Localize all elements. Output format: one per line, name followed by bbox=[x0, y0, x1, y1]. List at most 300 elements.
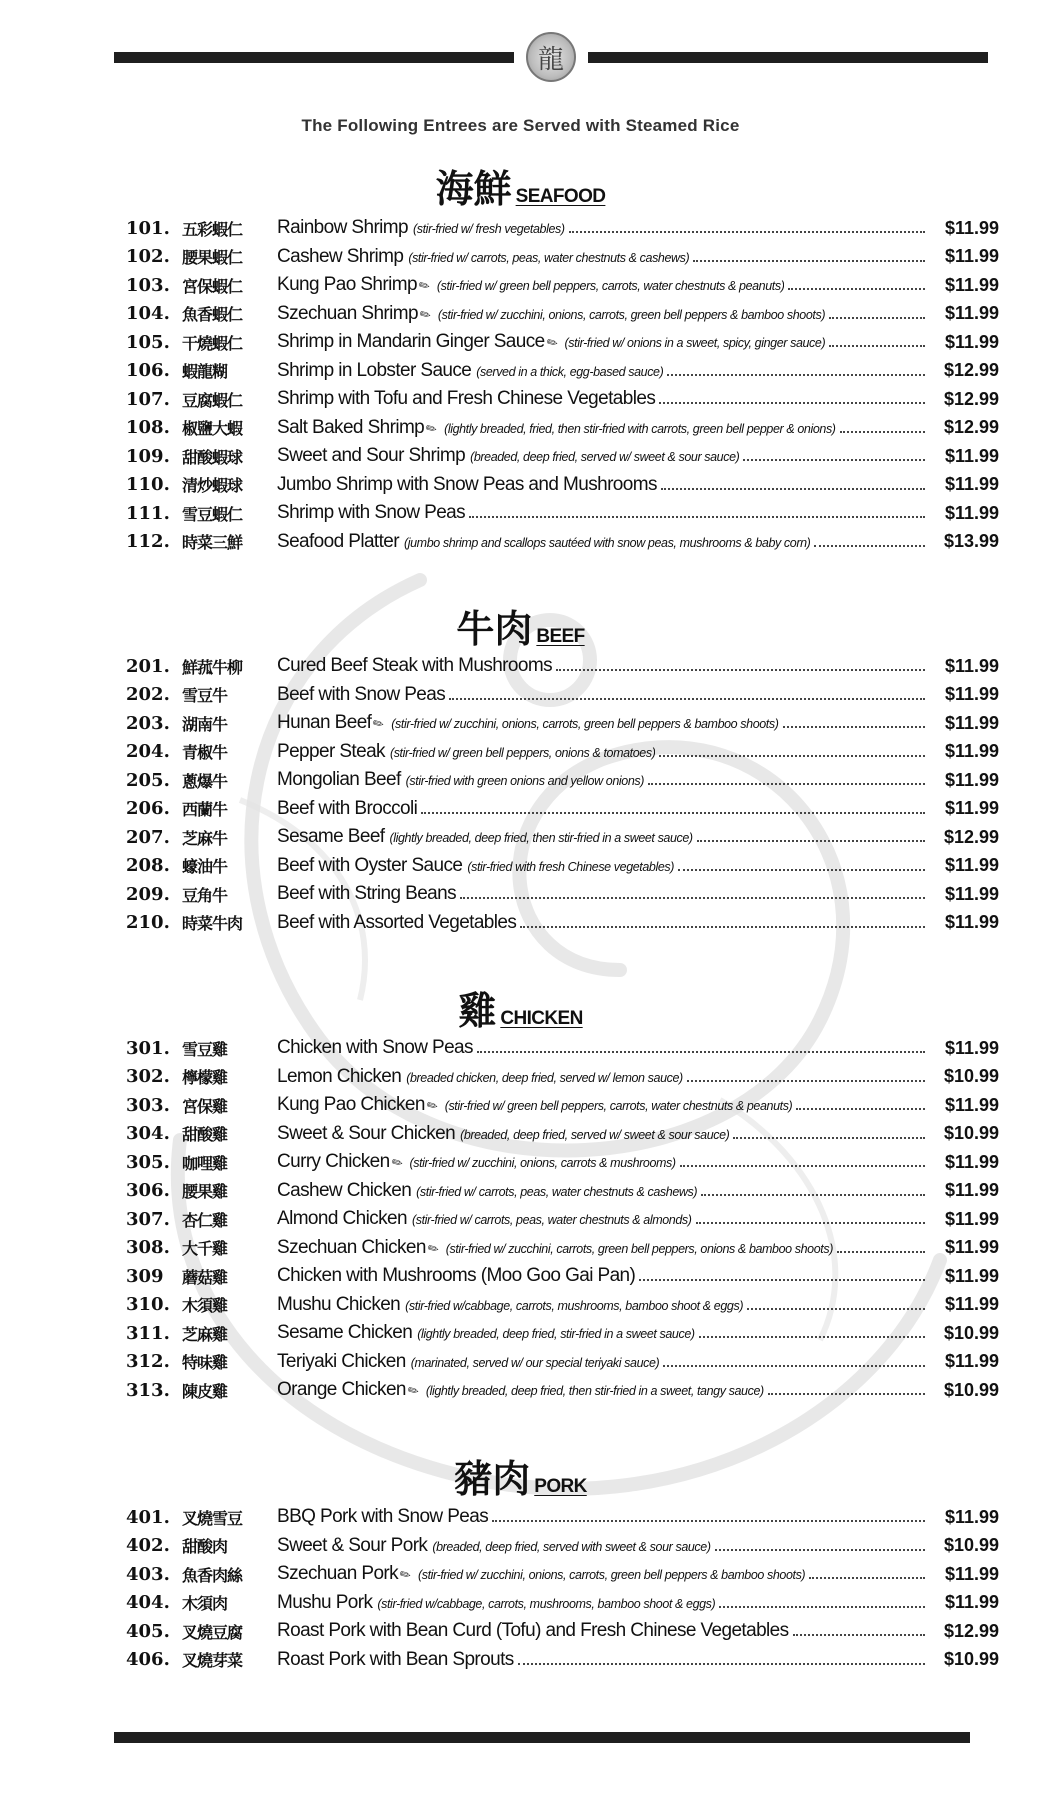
menu-item bbox=[0, 414, 1041, 443]
menu-item bbox=[0, 909, 1041, 938]
menu-item bbox=[0, 1148, 1041, 1177]
menu-item-price: $12.99 bbox=[943, 826, 999, 847]
menu-item-note: (stir-fried w/ carrots, peas, water chestnuts & cashews) bbox=[408, 250, 690, 265]
menu-item bbox=[0, 823, 1041, 852]
dot-leader bbox=[659, 755, 925, 757]
menu-item-description bbox=[277, 1506, 929, 1528]
menu-item-description bbox=[277, 1066, 929, 1088]
menu-item-note: (lightly breaded, fried, then stir-fried with carrots, green bell pepper & onions) bbox=[444, 421, 836, 436]
menu-item-note: (stir-fried with green onions and yellow onions) bbox=[405, 774, 644, 789]
menu-item bbox=[0, 1617, 1041, 1646]
menu-item-description bbox=[277, 445, 929, 467]
menu-item-chinese-name: 蔥爆牛 bbox=[182, 771, 228, 791]
dot-leader bbox=[678, 869, 925, 871]
menu-item-description bbox=[277, 474, 929, 496]
menu-item bbox=[0, 1063, 1041, 1092]
menu-item-name: Sesame Chicken bbox=[277, 1322, 413, 1344]
menu-item-name: Jumbo Shrimp with Snow Peas and Mushrooms bbox=[277, 473, 657, 495]
menu-item-chinese-name: 雪豆雞 bbox=[182, 1039, 228, 1059]
menu-item-description bbox=[277, 826, 929, 848]
section-heading-chicken bbox=[0, 980, 1041, 1035]
menu-item-name: Rainbow Shrimp bbox=[277, 217, 408, 239]
menu-item bbox=[0, 243, 1041, 272]
menu-item-note: (marinated, served w/ our special teriyaki sauce) bbox=[410, 1355, 660, 1370]
menu-item-number: 313. bbox=[126, 1379, 170, 1401]
menu-item bbox=[0, 880, 1041, 909]
menu-item-description bbox=[277, 1379, 929, 1401]
menu-item-description bbox=[277, 360, 929, 382]
menu-item-name: Cured Beef Steak with Mushrooms bbox=[277, 655, 552, 677]
menu-item-chinese-name: 蝦龍糊 bbox=[182, 362, 228, 382]
menu-item-name: Kung Pao Chicken bbox=[277, 1094, 425, 1116]
menu-item-description bbox=[277, 274, 929, 296]
menu-item-description bbox=[277, 741, 929, 763]
section-heading-pork-zh: 豬肉 bbox=[454, 1457, 531, 1501]
menu-item-price: $11.99 bbox=[944, 1237, 999, 1258]
menu-item bbox=[0, 1503, 1041, 1532]
menu-item-note: (lightly breaded, deep fried, stir-fried in a sweet sauce) bbox=[417, 1327, 695, 1342]
menu-item-name: Cashew Chicken bbox=[277, 1179, 412, 1201]
menu-item-number: 308. bbox=[126, 1237, 170, 1259]
dot-leader bbox=[693, 260, 925, 262]
menu-item bbox=[0, 1034, 1041, 1063]
section-heading-seafood-zh: 海鮮 bbox=[435, 167, 512, 211]
menu-item-number: 104. bbox=[126, 303, 170, 325]
menu-item-price: $11.99 bbox=[944, 445, 999, 466]
menu-item-price: $12.99 bbox=[943, 360, 999, 381]
menu-item bbox=[0, 1234, 1041, 1263]
dot-leader bbox=[661, 488, 925, 490]
menu-item-note: (breaded, deep fried, served w/ sweet & sour sauce) bbox=[460, 1127, 730, 1142]
menu-item bbox=[0, 738, 1041, 767]
menu-item-price: $11.99 bbox=[944, 1151, 999, 1172]
dot-leader bbox=[460, 897, 925, 899]
menu-item-description bbox=[277, 1322, 929, 1344]
menu-item-name: Shrimp in Mandarin Ginger Sauce bbox=[277, 331, 545, 353]
menu-item-note: (breaded, deep fried, served w/ sweet & sour sauce) bbox=[470, 450, 740, 465]
menu-item-name: Shrimp with Tofu and Fresh Chinese Vegetables bbox=[277, 388, 656, 410]
chili-pepper-icon: ✎ bbox=[415, 276, 433, 296]
dot-leader bbox=[814, 545, 925, 547]
menu-item-number: 107. bbox=[126, 388, 170, 410]
menu-item-description bbox=[277, 1649, 929, 1671]
menu-item-number: 208. bbox=[126, 855, 170, 877]
menu-item-description bbox=[277, 217, 929, 239]
menu-item-number: 101. bbox=[126, 217, 170, 239]
chicken-list bbox=[0, 1034, 1041, 1405]
menu-item-price: $11.99 bbox=[944, 1180, 999, 1201]
menu-item-name: Shrimp in Lobster Sauce bbox=[277, 359, 472, 381]
menu-item-chinese-name: 木須肉 bbox=[182, 1594, 228, 1614]
menu-item-price: $11.99 bbox=[944, 912, 999, 933]
menu-item-number: 201. bbox=[126, 655, 170, 677]
menu-item-chinese-name: 西蘭牛 bbox=[182, 800, 228, 820]
menu-item-note: (breaded, deep fried, served with sweet & sour sauce) bbox=[432, 1539, 711, 1554]
menu-item-price: $11.99 bbox=[944, 741, 999, 762]
menu-item-number: 404. bbox=[126, 1592, 170, 1614]
section-heading-seafood bbox=[0, 158, 1041, 213]
menu-item-note: (stir-fried w/ carrots, peas, water chestnuts & almonds) bbox=[411, 1213, 692, 1228]
menu-item-note: (stir-fried w/ green bell peppers, carrots, water chestnuts & peanuts) bbox=[444, 1099, 793, 1114]
menu-item-name: Beef with Snow Peas bbox=[277, 683, 446, 705]
section-heading-seafood-en: SEAFOOD bbox=[515, 186, 606, 207]
dot-leader bbox=[492, 1520, 925, 1522]
menu-item-note: (stir-fried w/ green bell peppers, carrots, water chestnuts & peanuts) bbox=[436, 279, 785, 294]
chili-pepper-icon: ✎ bbox=[388, 1153, 406, 1173]
menu-item-note: (lightly breaded, deep fried, then stir-fried in a sweet, tangy sauce) bbox=[425, 1384, 764, 1399]
menu-item-description bbox=[277, 303, 929, 325]
menu-item-price: $11.99 bbox=[944, 274, 999, 295]
dot-leader bbox=[719, 1606, 925, 1608]
section-heading-pork bbox=[0, 1448, 1041, 1503]
dot-leader bbox=[837, 1251, 925, 1253]
menu-item-number: 209. bbox=[126, 883, 170, 905]
dot-leader bbox=[667, 374, 925, 376]
menu-item-description bbox=[277, 1208, 929, 1230]
menu-item-price: $12.99 bbox=[943, 388, 999, 409]
menu-item-description bbox=[277, 417, 929, 439]
menu-item bbox=[0, 1091, 1041, 1120]
menu-item-name: Roast Pork with Bean Sprouts bbox=[277, 1648, 514, 1670]
section-heading-chicken-en: CHICKEN bbox=[500, 1008, 583, 1029]
menu-item-chinese-name: 宮保雞 bbox=[182, 1096, 228, 1116]
menu-item-chinese-name: 芝麻牛 bbox=[182, 828, 228, 848]
menu-item-chinese-name: 叉燒雪豆 bbox=[182, 1508, 243, 1528]
menu-item-number: 202. bbox=[126, 684, 170, 706]
menu-item-name: Shrimp with Snow Peas bbox=[277, 502, 466, 524]
menu-item-description bbox=[277, 246, 929, 268]
menu-item-chinese-name: 椒鹽大蝦 bbox=[182, 419, 243, 439]
menu-item-chinese-name: 蠔油牛 bbox=[182, 857, 228, 877]
section-heading-pork-en: PORK bbox=[534, 1476, 587, 1497]
menu-item-chinese-name: 魚香肉絲 bbox=[182, 1565, 243, 1585]
menu-item-name: Lemon Chicken bbox=[277, 1065, 402, 1087]
menu-item bbox=[0, 795, 1041, 824]
menu-item-name: Szechuan Shrimp bbox=[277, 302, 418, 324]
dot-leader bbox=[687, 1080, 925, 1082]
dot-leader bbox=[701, 1194, 925, 1196]
menu-item bbox=[0, 442, 1041, 471]
menu-item-number: 306. bbox=[126, 1180, 170, 1202]
dot-leader bbox=[768, 1393, 925, 1395]
menu-item-number: 406. bbox=[126, 1649, 170, 1671]
menu-item-name: Pepper Steak bbox=[277, 740, 385, 762]
menu-item-price: $11.99 bbox=[944, 1592, 999, 1613]
menu-item-note: (stir-fried w/cabbage, carrots, mushrooms, bamboo shoot & eggs) bbox=[377, 1596, 716, 1611]
menu-item bbox=[0, 499, 1041, 528]
menu-item-chinese-name: 雪豆牛 bbox=[182, 686, 228, 706]
menu-item-description bbox=[277, 684, 929, 706]
menu-item-price: $10.99 bbox=[943, 1379, 999, 1400]
menu-item bbox=[0, 1205, 1041, 1234]
menu-item bbox=[0, 1177, 1041, 1206]
menu-item-note: (stir-fried w/ zucchini, onions, carrots, green bell peppers & bamboo shoots) bbox=[417, 1568, 806, 1583]
menu-item bbox=[0, 1376, 1041, 1405]
menu-item-note: (stir-fried w/ zucchini, onions, carrots, green bell peppers & bamboo shoots) bbox=[391, 717, 779, 732]
menu-item-chinese-name: 咖哩雞 bbox=[182, 1153, 228, 1173]
chili-pepper-icon: ✎ bbox=[543, 333, 561, 353]
menu-item-price: $10.99 bbox=[943, 1649, 999, 1670]
menu-item-number: 312. bbox=[126, 1351, 170, 1373]
menu-item bbox=[0, 528, 1041, 557]
menu-item-number: 304. bbox=[126, 1123, 170, 1145]
menu-item-note: (stir-fried w/ zucchini, carrots, green bell peppers, onions & bamboo shoots) bbox=[445, 1241, 833, 1256]
menu-item bbox=[0, 471, 1041, 500]
menu-item-price: $11.99 bbox=[944, 1265, 999, 1286]
beef-list bbox=[0, 652, 1041, 937]
dot-leader bbox=[421, 812, 925, 814]
menu-item bbox=[0, 1646, 1041, 1675]
menu-item-price: $10.99 bbox=[943, 1066, 999, 1087]
menu-item bbox=[0, 328, 1041, 357]
menu-item-price: $11.99 bbox=[944, 655, 999, 676]
menu-item-price: $12.99 bbox=[943, 1620, 999, 1641]
menu-item bbox=[0, 1291, 1041, 1320]
dot-leader bbox=[469, 516, 925, 518]
dot-leader bbox=[840, 431, 925, 433]
dot-leader bbox=[659, 402, 925, 404]
dot-leader bbox=[783, 726, 926, 728]
menu-item-name: Sweet and Sour Shrimp bbox=[277, 445, 466, 467]
menu-item-description bbox=[277, 712, 929, 734]
menu-item-description bbox=[277, 1180, 929, 1202]
menu-item-name: Beef with String Beans bbox=[277, 883, 457, 905]
menu-item bbox=[0, 652, 1041, 681]
menu-item bbox=[0, 709, 1041, 738]
menu-item-number: 106. bbox=[126, 360, 170, 382]
menu-item bbox=[0, 1589, 1041, 1618]
menu-item-number: 112. bbox=[126, 531, 170, 553]
dot-leader bbox=[696, 1222, 925, 1224]
dot-leader bbox=[829, 317, 925, 319]
menu-item-chinese-name: 甜酸雞 bbox=[182, 1125, 228, 1145]
seafood-list bbox=[0, 214, 1041, 556]
menu-item-price: $11.99 bbox=[944, 712, 999, 733]
menu-item-name: Roast Pork with Bean Curd (Tofu) and Fresh Chinese Vegetables bbox=[277, 1620, 789, 1642]
menu-item-note: (stir-fried w/ zucchini, onions, carrots, green bell peppers & bamboo shoots) bbox=[437, 307, 826, 322]
menu-item-description bbox=[277, 1592, 929, 1614]
menu-item-name: Mushu Pork bbox=[277, 1591, 373, 1613]
menu-item-chinese-name: 魚香蝦仁 bbox=[182, 305, 243, 325]
dot-leader bbox=[747, 1308, 925, 1310]
menu-item-price: $11.99 bbox=[944, 883, 999, 904]
menu-item-chinese-name: 叉燒豆腐 bbox=[182, 1622, 243, 1642]
menu-item-chinese-name: 時菜牛肉 bbox=[182, 914, 243, 934]
dot-leader bbox=[449, 698, 925, 700]
menu-item-chinese-name: 干燒蝦仁 bbox=[182, 333, 243, 353]
served-with-rice-note: The Following Entrees are Served with Steamed Rice bbox=[301, 116, 740, 135]
dot-leader bbox=[477, 1051, 925, 1053]
menu-item-number: 109. bbox=[126, 445, 170, 467]
menu-item-number: 111. bbox=[126, 502, 170, 524]
dot-leader bbox=[697, 840, 925, 842]
menu-item bbox=[0, 385, 1041, 414]
menu-item-price: $11.99 bbox=[944, 1351, 999, 1372]
menu-item-description bbox=[277, 388, 929, 410]
menu-item-name: Chicken with Mushrooms (Moo Goo Gai Pan) bbox=[277, 1265, 636, 1287]
menu-item-name: Szechuan Chicken bbox=[277, 1236, 426, 1258]
menu-item-number: 105. bbox=[126, 331, 170, 353]
menu-item-number: 205. bbox=[126, 769, 170, 791]
menu-item-chinese-name: 芝麻雞 bbox=[182, 1324, 228, 1344]
menu-item-price: $11.99 bbox=[944, 474, 999, 495]
menu-item bbox=[0, 1560, 1041, 1589]
menu-item-number: 102. bbox=[126, 246, 170, 268]
menu-item bbox=[0, 1532, 1041, 1561]
menu-item bbox=[0, 300, 1041, 329]
menu-item-chinese-name: 陳皮雞 bbox=[182, 1381, 228, 1401]
menu-item-note: (jumbo shrimp and scallops sautéed with snow peas, mushrooms & baby corn) bbox=[403, 535, 811, 550]
menu-item-description bbox=[277, 1094, 929, 1116]
menu-item-number: 301. bbox=[126, 1037, 170, 1059]
menu-item-price: $10.99 bbox=[943, 1322, 999, 1343]
menu-item-description bbox=[277, 531, 929, 553]
menu-item-name: Beef with Assorted Vegetables bbox=[277, 911, 517, 933]
menu-item-number: 103. bbox=[126, 274, 170, 296]
menu-item-name: Mongolian Beef bbox=[277, 769, 401, 791]
menu-item-name: Mushu Chicken bbox=[277, 1293, 401, 1315]
menu-item bbox=[0, 1262, 1041, 1291]
dot-leader bbox=[680, 1165, 925, 1167]
menu-item-note: (lightly breaded, deep fried, then stir-fried in a sweet sauce) bbox=[389, 831, 693, 846]
menu-item-price: $11.99 bbox=[944, 331, 999, 352]
menu-item-number: 309 bbox=[126, 1265, 164, 1287]
dot-leader bbox=[699, 1336, 925, 1338]
chili-pepper-icon: ✎ bbox=[422, 419, 440, 438]
menu-item-number: 210. bbox=[126, 912, 170, 934]
menu-item-price: $11.99 bbox=[944, 1294, 999, 1315]
dragon-emblem-icon: 龍 bbox=[526, 32, 576, 82]
menu-item bbox=[0, 214, 1041, 243]
menu-item-price: $11.99 bbox=[944, 1563, 999, 1584]
menu-item-description bbox=[277, 855, 929, 877]
menu-item-name: Seafood Platter bbox=[277, 530, 399, 552]
menu-item-name: Curry Chicken bbox=[277, 1151, 390, 1173]
menu-item bbox=[0, 852, 1041, 881]
top-bar-right bbox=[588, 52, 988, 63]
menu-item-name: Salt Baked Shrimp bbox=[277, 416, 425, 438]
menu-item-price: $11.99 bbox=[944, 684, 999, 705]
menu-item-number: 310. bbox=[126, 1294, 170, 1316]
menu-item-description bbox=[277, 883, 929, 905]
menu-item-number: 305. bbox=[126, 1151, 170, 1173]
menu-item-name: Orange Chicken bbox=[277, 1379, 406, 1401]
menu-item-number: 206. bbox=[126, 798, 170, 820]
menu-item bbox=[0, 1120, 1041, 1149]
menu-item-name: Hunan Beef bbox=[277, 712, 372, 734]
menu-item-description bbox=[277, 331, 929, 353]
dot-leader bbox=[569, 231, 925, 233]
menu-item-number: 307. bbox=[126, 1208, 170, 1230]
menu-item-chinese-name: 甜酸蝦球 bbox=[182, 447, 243, 467]
dot-leader bbox=[788, 288, 925, 290]
menu-item-name: Almond Chicken bbox=[277, 1208, 407, 1230]
menu-item-description bbox=[277, 655, 929, 677]
dot-leader bbox=[518, 1663, 925, 1665]
chili-pepper-icon: ✎ bbox=[396, 1565, 414, 1585]
menu-item bbox=[0, 271, 1041, 300]
menu-item-number: 401. bbox=[126, 1506, 170, 1528]
menu-item-chinese-name: 杏仁雞 bbox=[182, 1210, 228, 1230]
menu-item-price: $11.99 bbox=[944, 1037, 999, 1058]
dot-leader bbox=[639, 1279, 925, 1281]
menu-item-chinese-name: 青椒牛 bbox=[182, 743, 228, 763]
menu-item-name: Sesame Beef bbox=[277, 826, 385, 848]
dot-leader bbox=[796, 1108, 925, 1110]
menu-item-number: 207. bbox=[126, 826, 170, 848]
menu-item-price: $11.99 bbox=[944, 1506, 999, 1527]
dot-leader bbox=[793, 1634, 925, 1636]
menu-item-description bbox=[277, 912, 929, 934]
menu-item-note: (breaded chicken, deep fried, served w/ lemon sauce) bbox=[406, 1070, 683, 1085]
section-heading-chicken-zh: 雞 bbox=[458, 989, 497, 1033]
menu-item-chinese-name: 蘑菇雞 bbox=[182, 1267, 228, 1287]
menu-item-number: 402. bbox=[126, 1535, 170, 1557]
menu-item-name: Kung Pao Shrimp bbox=[277, 274, 417, 296]
dot-leader bbox=[809, 1577, 925, 1579]
dot-leader bbox=[829, 345, 925, 347]
bottom-bar bbox=[114, 1732, 970, 1743]
menu-item-number: 403. bbox=[126, 1563, 170, 1585]
menu-item-chinese-name: 特味雞 bbox=[182, 1353, 228, 1373]
menu-item-chinese-name: 檸檬雞 bbox=[182, 1068, 228, 1088]
menu-item-chinese-name: 甜酸肉 bbox=[182, 1537, 228, 1557]
menu-item bbox=[0, 681, 1041, 710]
menu-item-name: Cashew Shrimp bbox=[277, 245, 404, 267]
menu-item-chinese-name: 腰果雞 bbox=[182, 1182, 228, 1202]
menu-item-name: Sweet & Sour Pork bbox=[277, 1534, 428, 1556]
menu-item-chinese-name: 大千雞 bbox=[182, 1239, 228, 1259]
menu-item bbox=[0, 357, 1041, 386]
menu-item-note: (stir-fried w/ zucchini, onions, carrots & mushrooms) bbox=[409, 1156, 676, 1171]
dot-leader bbox=[715, 1549, 925, 1551]
chili-pepper-icon: ✎ bbox=[424, 1239, 442, 1258]
menu-item-price: $11.99 bbox=[944, 217, 999, 238]
menu-item-description bbox=[277, 798, 929, 820]
menu-item-chinese-name: 五彩蝦仁 bbox=[182, 219, 243, 239]
menu-item-name: Chicken with Snow Peas bbox=[277, 1037, 473, 1059]
menu-item-price: $10.99 bbox=[943, 1535, 999, 1556]
section-heading-beef-zh: 牛肉 bbox=[456, 607, 533, 651]
menu-item-description bbox=[277, 502, 929, 524]
top-bar-left bbox=[114, 52, 514, 63]
menu-item-note: (stir-fried w/ fresh vegetables) bbox=[413, 222, 565, 237]
menu-item-price: $11.99 bbox=[944, 798, 999, 819]
menu-item-description bbox=[277, 1563, 929, 1585]
dot-leader bbox=[520, 926, 925, 928]
menu-item-chinese-name: 叉燒芽菜 bbox=[182, 1651, 243, 1671]
menu-item-name: Sweet & Sour Chicken bbox=[277, 1122, 456, 1144]
menu-item-description bbox=[277, 769, 929, 791]
dot-leader bbox=[663, 1365, 925, 1367]
menu-item-number: 110. bbox=[126, 474, 170, 496]
menu-item-note: (stir-fried w/ carrots, peas, water chestnuts & cashews) bbox=[416, 1184, 698, 1199]
menu-item-name: Beef with Broccoli bbox=[277, 797, 418, 819]
menu-item-description bbox=[277, 1351, 929, 1373]
menu-item-price: $11.99 bbox=[944, 303, 999, 324]
menu-item-chinese-name: 腰果蝦仁 bbox=[182, 248, 243, 268]
menu-item-price: $11.99 bbox=[944, 855, 999, 876]
menu-item-description bbox=[277, 1037, 929, 1059]
menu-item-number: 203. bbox=[126, 712, 170, 734]
menu-item-price: $12.99 bbox=[943, 417, 999, 438]
menu-item-chinese-name: 湖南牛 bbox=[182, 714, 228, 734]
menu-item-chinese-name: 豆角牛 bbox=[182, 885, 228, 905]
menu-item-chinese-name: 豆腐蝦仁 bbox=[182, 390, 243, 410]
pork-list bbox=[0, 1503, 1041, 1674]
menu-item bbox=[0, 1319, 1041, 1348]
menu-item-note: (stir-fried w/cabbage, carrots, mushrooms, bamboo shoot & eggs) bbox=[405, 1298, 744, 1313]
